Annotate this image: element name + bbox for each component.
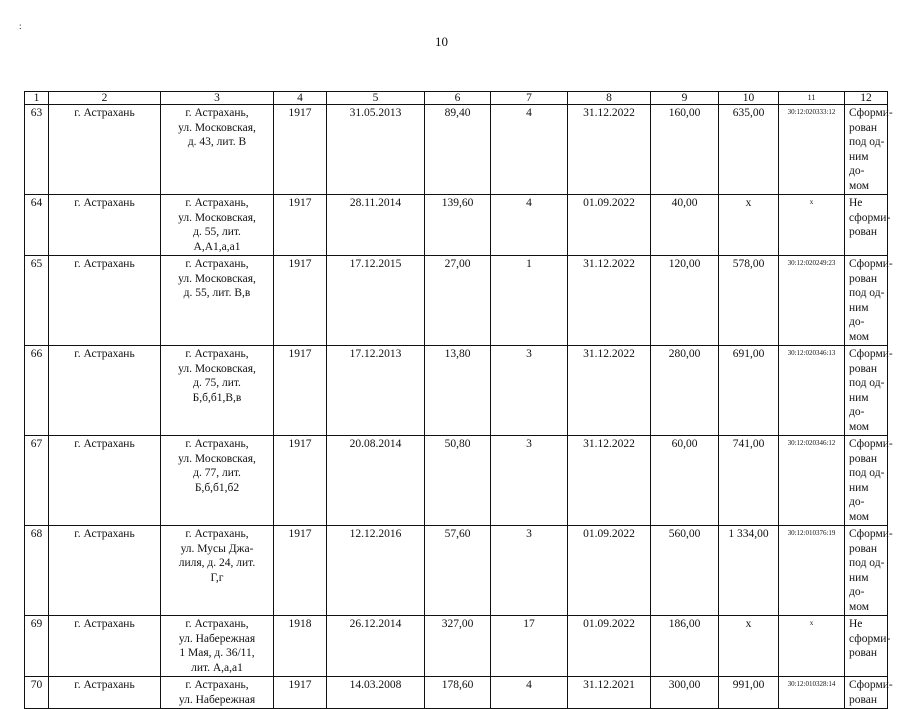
cadastre-cell: 30:12:020249:23: [779, 256, 845, 346]
column-number: 8: [568, 92, 651, 105]
deadline-cell: 31.12.2022: [568, 256, 651, 346]
area-cell: 178,60: [425, 677, 491, 709]
status-line: под од-: [849, 557, 885, 569]
column-number: 6: [425, 92, 491, 105]
address-line: ул. Набережная: [178, 693, 256, 706]
address-line: д. 77, лит.: [193, 467, 241, 479]
city-cell: г. Астрахань: [49, 436, 161, 526]
address-line: д. 75, лит.: [193, 377, 241, 389]
deadline-cell: 01.09.2022: [568, 195, 651, 256]
city-cell: г. Астрахань: [49, 346, 161, 436]
city-cell: г. Астрахань: [49, 526, 161, 616]
status-line: рован: [849, 121, 878, 134]
address-line: Г,г: [210, 571, 224, 584]
address-cell: [161, 526, 274, 616]
table-row: [25, 105, 888, 195]
status-line: мом: [849, 420, 870, 433]
status-line: Сформи-: [849, 107, 893, 119]
row-number: 70: [25, 677, 49, 709]
table-row: [25, 346, 888, 436]
address-line: Б,б,б1,б2: [194, 481, 240, 494]
year-cell: 1918: [274, 616, 327, 677]
date-cell: 12.12.2016: [327, 526, 425, 616]
status-line: сформи-: [849, 211, 891, 224]
table-row: [25, 526, 888, 616]
deadline-cell: 01.09.2022: [568, 526, 651, 616]
city-cell: г. Астрахань: [49, 677, 161, 709]
city-cell: г. Астрахань: [49, 256, 161, 346]
price-cell: 578,00: [719, 256, 779, 346]
column-number: 10: [719, 92, 779, 105]
year-cell: 1917: [274, 677, 327, 709]
year-cell: 1917: [274, 346, 327, 436]
city-cell: г. Астрахань: [49, 195, 161, 256]
area-cell: 57,60: [425, 526, 491, 616]
date-cell: 17.12.2015: [327, 256, 425, 346]
deadline-cell: 31.12.2021: [568, 677, 651, 709]
status-line: рован: [849, 693, 878, 706]
status-cell: [845, 105, 893, 195]
price-cell: 635,00: [719, 105, 779, 195]
date-cell: 20.08.2014: [327, 436, 425, 526]
city-cell: г. Астрахань: [49, 105, 161, 195]
column-number: 3: [161, 92, 274, 105]
address-line: г. Астрахань,: [185, 618, 249, 630]
cadastre-cell: х: [779, 616, 845, 677]
address-line: ул. Московская,: [178, 121, 256, 134]
status-line: ним до-: [849, 481, 869, 508]
status-line: рован: [849, 542, 878, 555]
status-line: рован: [849, 362, 878, 375]
status-line: ним до-: [849, 150, 869, 177]
price-cell: х: [719, 616, 779, 677]
status-line: Сформи-: [849, 348, 893, 360]
address-line: г. Астрахань,: [185, 348, 249, 360]
table-row: [25, 256, 888, 346]
table-row: [25, 616, 888, 677]
row-number: 66: [25, 346, 49, 436]
cost-cell: 120,00: [651, 256, 719, 346]
table-row: [25, 677, 888, 709]
count-cell: 3: [491, 526, 568, 616]
address-cell: [161, 677, 274, 709]
status-line: ним до-: [849, 571, 869, 598]
cadastre-cell: 30:12:010328:14: [779, 677, 845, 709]
deadline-cell: 31.12.2022: [568, 346, 651, 436]
cost-cell: 280,00: [651, 346, 719, 436]
year-cell: 1917: [274, 256, 327, 346]
status-line: мом: [849, 330, 870, 343]
count-cell: 3: [491, 436, 568, 526]
address-line: лиля, д. 24, лит.: [178, 557, 256, 569]
address-line: А,А1,а,а1: [193, 240, 241, 253]
address-line: г. Астрахань,: [185, 438, 249, 450]
cadastre-cell: 30:12:020346:13: [779, 346, 845, 436]
area-cell: 89,40: [425, 105, 491, 195]
address-line: ул. Московская,: [178, 272, 256, 285]
count-cell: 4: [491, 105, 568, 195]
address-line: 1 Мая, д. 36/11,: [179, 647, 255, 659]
date-cell: 17.12.2013: [327, 346, 425, 436]
column-number-row: [25, 92, 888, 105]
row-number: 69: [25, 616, 49, 677]
cost-cell: 40,00: [651, 195, 719, 256]
column-number: 2: [49, 92, 161, 105]
count-cell: 1: [491, 256, 568, 346]
deadline-cell: 31.12.2022: [568, 436, 651, 526]
address-line: ул. Московская,: [178, 211, 256, 224]
status-cell: [845, 677, 893, 709]
address-cell: [161, 195, 274, 256]
city-cell: г. Астрахань: [49, 616, 161, 677]
cadastre-cell: 30:12:020333:12: [779, 105, 845, 195]
address-line: г. Астрахань,: [185, 107, 249, 119]
status-cell: [845, 195, 891, 256]
address-line: г. Астрахань,: [185, 258, 249, 270]
address-cell: [161, 105, 274, 195]
column-number: 1: [25, 92, 49, 105]
cost-cell: 560,00: [651, 526, 719, 616]
status-line: Не: [849, 618, 863, 630]
address-cell: [161, 616, 274, 677]
count-cell: 4: [491, 195, 568, 256]
address-line: ул. Московская,: [178, 362, 256, 375]
count-cell: 17: [491, 616, 568, 677]
address-line: ул. Набережная: [178, 632, 256, 645]
row-number: 63: [25, 105, 49, 195]
status-line: мом: [849, 179, 870, 192]
area-cell: 13,80: [425, 346, 491, 436]
housing-register-table: [24, 91, 893, 709]
status-line: под од-: [849, 467, 885, 479]
address-cell: [161, 256, 274, 346]
cadastre-cell: 30:12:010376:19: [779, 526, 845, 616]
status-line: Не: [849, 197, 863, 209]
status-line: Сформи-: [849, 679, 893, 691]
corner-mark: :: [19, 21, 22, 31]
table-row: [25, 436, 888, 526]
column-number: 7: [491, 92, 568, 105]
area-cell: 27,00: [425, 256, 491, 346]
cadastre-cell: 30:12:020346:12: [779, 436, 845, 526]
address-line: д. 55, лит. В,в: [183, 287, 251, 299]
address-line: ул. Московская,: [178, 452, 256, 465]
address-cell: [161, 346, 274, 436]
price-cell: х: [719, 195, 779, 256]
price-cell: 691,00: [719, 346, 779, 436]
status-line: мом: [849, 510, 870, 523]
address-line: г. Астрахань,: [185, 679, 249, 691]
address-line: ул. Мусы Джа-: [180, 542, 254, 555]
cost-cell: 160,00: [651, 105, 719, 195]
area-cell: 327,00: [425, 616, 491, 677]
status-line: Сформи-: [849, 438, 893, 450]
page-number: 10: [435, 34, 448, 49]
address-line: д. 43, лит. В: [187, 136, 247, 148]
row-number: 67: [25, 436, 49, 526]
status-line: рован: [849, 226, 878, 238]
count-cell: 4: [491, 677, 568, 709]
area-cell: 50,80: [425, 436, 491, 526]
column-number: 9: [651, 92, 719, 105]
cadastre-cell: х: [779, 195, 845, 256]
status-line: под од-: [849, 136, 885, 148]
address-line: г. Астрахань,: [185, 197, 249, 209]
date-cell: 14.03.2008: [327, 677, 425, 709]
price-cell: 991,00: [719, 677, 779, 709]
price-cell: 741,00: [719, 436, 779, 526]
year-cell: 1917: [274, 436, 327, 526]
address-line: д. 55, лит.: [193, 226, 241, 238]
count-cell: 3: [491, 346, 568, 436]
status-cell: [845, 526, 893, 616]
date-cell: 28.11.2014: [327, 195, 425, 256]
status-cell: [845, 616, 891, 677]
status-line: под од-: [849, 287, 885, 299]
area-cell: 139,60: [425, 195, 491, 256]
status-cell: [845, 436, 893, 526]
status-line: Сформи-: [849, 528, 893, 540]
status-line: сформи-: [849, 632, 891, 645]
row-number: 64: [25, 195, 49, 256]
status-line: Сформи-: [849, 258, 893, 270]
address-line: лит. А,а,а1: [191, 661, 243, 674]
year-cell: 1917: [274, 195, 327, 256]
column-number: 4: [274, 92, 327, 105]
column-number: 12: [845, 92, 888, 105]
cost-cell: 300,00: [651, 677, 719, 709]
address-line: Б,б,б1,В,в: [192, 391, 242, 404]
column-number: 5: [327, 92, 425, 105]
status-line: ним до-: [849, 301, 869, 328]
status-line: рован: [849, 272, 878, 285]
status-line: рован: [849, 452, 878, 465]
year-cell: 1917: [274, 105, 327, 195]
cost-cell: 60,00: [651, 436, 719, 526]
deadline-cell: 01.09.2022: [568, 616, 651, 677]
table-row: [25, 195, 888, 256]
row-number: 68: [25, 526, 49, 616]
address-cell: [161, 436, 274, 526]
deadline-cell: 31.12.2022: [568, 105, 651, 195]
status-cell: [845, 346, 893, 436]
status-line: мом: [849, 600, 870, 613]
date-cell: 31.05.2013: [327, 105, 425, 195]
status-cell: [845, 256, 893, 346]
cost-cell: 186,00: [651, 616, 719, 677]
status-line: рован: [849, 647, 878, 659]
address-line: г. Астрахань,: [185, 528, 249, 540]
row-number: 65: [25, 256, 49, 346]
status-line: под од-: [849, 377, 885, 389]
column-number: 11: [779, 92, 845, 105]
price-cell: 1 334,00: [719, 526, 779, 616]
date-cell: 26.12.2014: [327, 616, 425, 677]
year-cell: 1917: [274, 526, 327, 616]
status-line: ним до-: [849, 391, 869, 418]
